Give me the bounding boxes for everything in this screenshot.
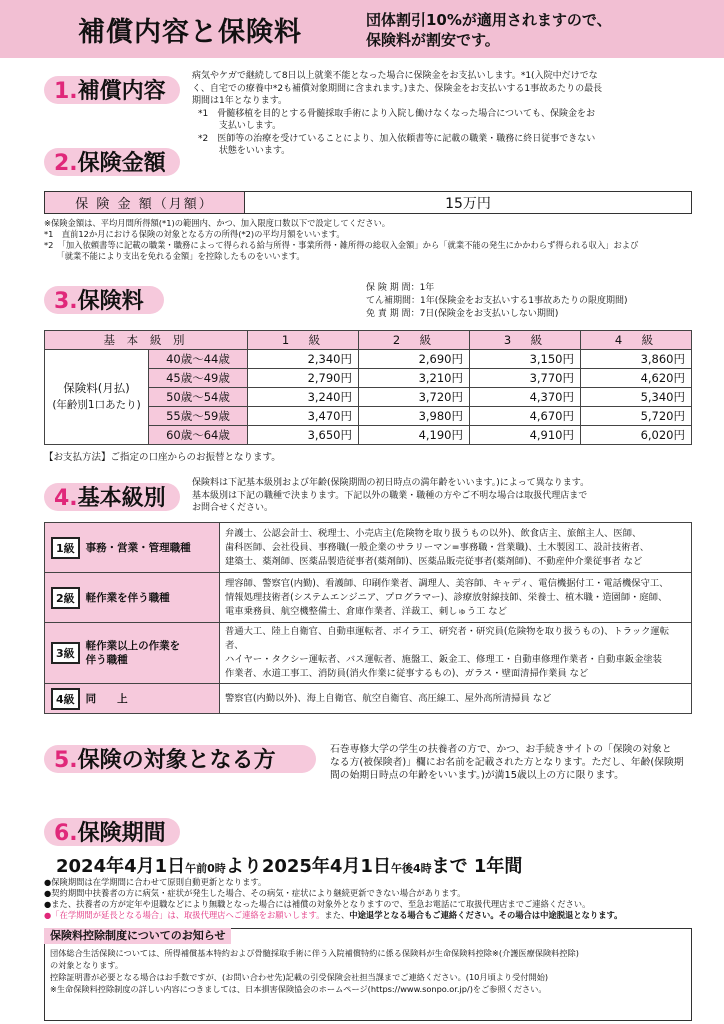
section1-body: 病気やケガで継続して8日以上就業不能となった場合に保険金をお支払いします。*1(入院中だけでな く、自宅での療養中*2も補償対象期間に含まれます。)また、保険金をお支払いする1事故あたりの最長 期間は1年となります。 *1 骨髄移植を目的とする骨髄採取手術により入院し働けなくなった場合についても、保険金をお 支払いします。 *2 医師等の治療を受けていることにより、加入依頼書等に記載の職業・職務に終日従事できない 状態をいいます。 bbox=[192, 70, 692, 158]
section6-contact-note: ●「在学期間が延長となる場合」は、取扱代理店へご連絡をお願いします。また、中途退学となる場合もご連絡ください。その場合は中途脱退となります。 bbox=[44, 910, 623, 920]
section5-heading: 5.保険の対象となる方 bbox=[54, 748, 276, 773]
section2-notes: ※保険金額は、平均月間所得額(*1)の範囲内、かつ、加入限度口数以下で設定してください。 *1 直前12か月における保険の対象となる方の所得(*2)の平均月額をいいます。 *2 「加入依頼書等に記載の職業・職務によって得られる給与所得・事業所得・雑所得の総収入金額」から「就業不能の発生にかかわらず得られる収入」および 「就業不能により支出を免れる金額」を控除したものをいいます。 bbox=[44, 218, 639, 261]
section3-period-info: 保 険 期 間：1年 てん補期間：1年(保険金をお支払いする1事故あたりの限度期間) 免 責 期 間：7日(保険金をお支払いしない期間) bbox=[366, 283, 628, 319]
header-subtitle-line2: 保険料が割安です。 bbox=[366, 31, 500, 49]
section3-heading: 3.保険料 bbox=[54, 289, 144, 314]
table-row: 50歳〜54歳 3,240円 3,720円 4,370円 5,340円 bbox=[45, 388, 692, 407]
table-row: 60歳〜64歳 3,650円 4,190円 4,910円 6,020円 bbox=[45, 426, 692, 445]
notice-heading: 保険料控除制度についてのお知らせ bbox=[44, 928, 231, 944]
header-subtitle bbox=[366, 10, 612, 50]
section6-notes: ●保険期間は在学期間に合わせて原則自動更新となります。 ●契約期間中扶養者の方に病気・症状が発生した場合、その病気・症状により継続更新できない場合があります。 ●また、扶養者の方が定年や退職などにより無職となった場合には補償の対象外となりますので、至急お電話にて取扱代理店までご連絡ください。 ●「在学期間が延長となる場合」は、取扱代理店へご連絡をお願いします。また、中途退学となる場合もご連絡ください。その場合は中途脱退となります。 bbox=[44, 877, 714, 921]
grade-badge: 2級 bbox=[51, 587, 80, 609]
table-row: 3級 軽作業以上の作業を 伴う職種 普通大工、陸上自衛官、自動車運転者、ボイラ工、研究者・研究員(危険物を取り扱うもの)、トラック運転者、 ハイヤー・タクシー運転者、バス運転者、施盤工、鈑金工、修理工・自動車修理作業者・自動車鈑金塗装 作業者、水道工事工、消防員(消火作業に従事するもの)、ガラス・壁面清掃作業員 など bbox=[45, 623, 692, 684]
insurance-amount-value: 15万円 bbox=[245, 192, 692, 214]
notice-body: 団体総合生活保険については、所得補償基本特約および骨髄採取手術に伴う入院補償特約に係る保険料が生命保険料控除※(介護医療保険料控除) の対象となります。 控除証明書が必要となる場合はお手数ですが、(お問い合わせ先)記載の引受保険会社担当課までご連絡ください。(10月頃より受付開始) ※生命保険料控除制度の詳しい内容につきましては、日本損害保険協会のホームページ(https://www.sonpo.or.jp/)をご参照ください。 bbox=[50, 948, 579, 994]
table-row: 45歳〜49歳 2,790円 3,210円 3,770円 4,620円 bbox=[45, 369, 692, 388]
premium-table bbox=[44, 330, 692, 445]
table-row: 1級 事務・営業・管理職種 弁護士、公認会計士、税理士、小売店主(危険物を取り扱うもの以外)、飲食店主、旅館主人、医師、 歯科医師、会社役員、事務職(一般企業のサラリーマン=事務職・営業職)、土木製図工、設計技術者、 建築士、薬剤師、医薬品製造従事者(薬剤師)、医薬品販売従事者(薬剤師)、不動産仲介業従事者 など bbox=[45, 523, 692, 573]
section1-notes: *1 骨髄移植を目的とする骨髄採取手術により入院し働けなくなった場合についても、保険金をお 支払いします。 *2 医師等の治療を受けていることにより、加入依頼書等に記載の職業・職務に終日従事できない 状態をいいます。 bbox=[198, 108, 596, 156]
insurance-period: 2024年4月1日午前0時より2025年4月1日午後4時まで 1年間 bbox=[56, 856, 523, 877]
section1-heading: 1.補償内容 bbox=[54, 79, 166, 104]
section4-intro: 保険料は下記基本級別および年齢(保険期間の初日時点の満年齢をいいます。)によって異なります。 基本級別は下記の職種で決まります。下記以外の職業・職種の方やご不明な場合は取扱代理店まで お問合せください。 bbox=[192, 478, 590, 513]
page-title: 補償内容と保険料 bbox=[78, 17, 302, 48]
insurance-amount-table bbox=[44, 191, 692, 214]
table-row: 2級 軽作業を伴う職種 理容師、警察官(内勤)、看護師、印刷作業者、調理人、美容師、キャディ、電信機据付工・電話機保守工、 情報処理技術者(システムエンジニア、プログラマー)、診療放射線技師、栄養士、植木職・造園師・庭師、 電車乗務員、航空機整備士、倉庫作業者、洋裁工、刺しゅう工 など bbox=[45, 573, 692, 623]
payment-note: 【お支払方法】ご指定の口座からのお振替となります。 bbox=[44, 452, 281, 463]
section6-heading: 6.保険期間 bbox=[54, 821, 166, 846]
section5-body: 石巻専修大学の学生の扶養者の方で、かつ、お手続きサイトの「保険の対象と なる方(被保険者)」欄にお名前を記載された方となります。ただし、年齢(保険期 間の始期日時点の年齢をいいます。)が満15歳以上の方に限ります。 bbox=[330, 744, 684, 781]
table-row: 保険料(月払) (年齢別1口あたり) 40歳〜44歳 2,340円 2,690円 3,150円 3,860円 bbox=[45, 350, 692, 369]
table-row: 4級 同 上 警察官(内勤以外)、海上自衛官、航空自衛官、高圧線工、屋外高所清掃員 など bbox=[45, 684, 692, 714]
premium-table-header: 基 本 級 別 1 級 2 級 3 級 4 級 bbox=[45, 331, 692, 350]
table-row: 55歳〜59歳 3,470円 3,980円 4,670円 5,720円 bbox=[45, 407, 692, 426]
section2-heading: 2.保険金額 bbox=[54, 151, 166, 176]
grade-badge: 4級 bbox=[51, 688, 80, 710]
insurance-amount-label: 保 険 金 額（月額） bbox=[45, 192, 245, 214]
grade-table bbox=[44, 522, 692, 714]
premium-left-label: 保険料(月払) (年齢別1口あたり) bbox=[45, 350, 149, 445]
grade-badge: 1級 bbox=[51, 537, 80, 559]
grade-badge: 3級 bbox=[51, 642, 80, 664]
section4-heading: 4.基本級別 bbox=[54, 486, 166, 511]
header-subtitle-line1: 団体割引10%が適用されますので、 bbox=[366, 11, 612, 29]
